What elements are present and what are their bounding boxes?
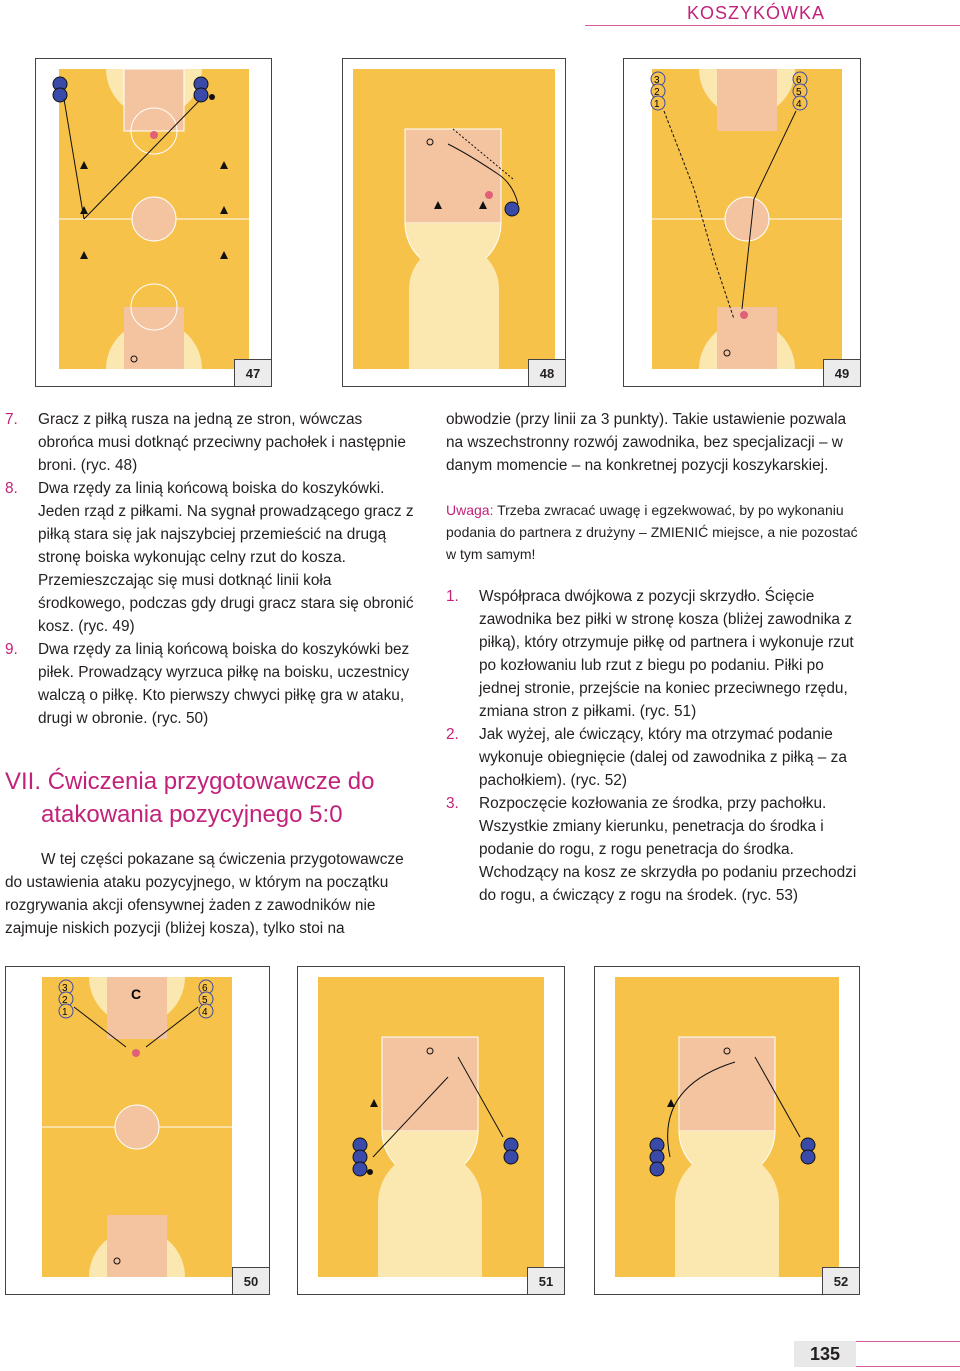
section-header: KOSZYKÓWKA <box>686 3 825 23</box>
item-number: 8. <box>5 480 18 497</box>
item-number: 7. <box>5 411 18 428</box>
court-diagram <box>624 59 860 386</box>
item-number: 9. <box>5 641 18 658</box>
item-text: Współpraca dwójkowa z pozycji skrzydło. Ścięcie zawodnika bez piłki w stronę kosza (bliżej zawodnika z piłką), który otrzymuje piłkę od partnera i wykonuje rzut po kozłowaniu lub rzut z biegu po podaniu. Piłki po jednej stronie, przejście na koniec przeciwnego rzędu, zmiana stron z piłkami. (ryc. 51) <box>479 588 854 720</box>
player-label-2: 2 <box>654 87 660 98</box>
player-label-2: 2 <box>62 995 68 1006</box>
page-number-rule <box>856 1341 960 1367</box>
figure-number: 52 <box>822 1267 859 1294</box>
left-column <box>5 408 419 730</box>
section-title-line1: Ćwiczenia przygotowawcze do <box>47 768 375 795</box>
figure-number: 48 <box>528 359 565 386</box>
item-text: Rozpoczęcie kozłowania ze środka, przy pachołku. Wszystkie zmiany kierunku, penetracja do środka i podanie do rogu, z rogu penetracja do środka. Wchodzący na kosz ze skrzydła po podaniu przechodzi do rogu, a ćwiczący z rogu na środek. (ryc. 53) <box>479 795 857 904</box>
court-diagram <box>595 967 859 1294</box>
note-block <box>446 499 860 565</box>
player-label-4: 4 <box>202 1007 208 1018</box>
list-item <box>446 792 860 907</box>
list-item <box>5 638 419 730</box>
item-text: Dwa rzędy za linią końcową boiska do koszykówki. Jeden rząd z piłkami. Na sygnał prowadzącego gracz z piłką stara się jak najszybciej przemieścić na drugą stronę boiska wykonując celny rzut do kosza. Przemieszczając się musi dotknąć linii koła środkowego, podczas gdy drugi gracz stara się obronić kosz. (ryc. 49) <box>38 480 414 635</box>
court-diagram <box>298 967 564 1294</box>
item-text: Gracz z piłką rusza na jedną ze stron, wówczas obrońca musi dotknąć przeciwny pachołek i następnie broni. (ryc. 48) <box>38 411 406 474</box>
figure-47 <box>35 58 272 387</box>
list-item <box>5 477 419 638</box>
player-label-1: 1 <box>62 1007 68 1018</box>
page-number: 135 <box>794 1341 856 1367</box>
figure-51 <box>297 966 565 1295</box>
list-item <box>446 585 860 723</box>
continuation-paragraph: obwodzie (przy linii za 3 punkty). Takie ustawienie pozwala na wszechstronny rozwój zawodnika, bez specjalizacji – w danym momencie – na konkretnej pozycji koszykarskiej. <box>446 411 847 474</box>
player-label-1: 1 <box>654 99 660 110</box>
figure-52 <box>594 966 860 1295</box>
coach-label: C <box>131 986 142 1002</box>
player-label-6: 6 <box>796 75 802 86</box>
court-diagram <box>343 59 565 386</box>
player-label-6: 6 <box>202 983 208 994</box>
list-item <box>446 723 860 792</box>
player-label-3: 3 <box>62 983 68 994</box>
figure-48 <box>342 58 566 387</box>
player-label-5: 5 <box>202 995 208 1006</box>
section-title-line2: atakowania pozycyjnego 5:0 <box>41 801 343 828</box>
intro-paragraph: W tej części pokazane są ćwiczenia przygotowawcze do ustawienia ataku pozycyjnego, w którym na początku rozgrywania akcji ofensywnej żaden z zawodników nie zajmuje niskich pozycji (bliżej kosza), tylko stoi na <box>5 851 404 937</box>
header-rule <box>585 25 960 26</box>
section-heading <box>5 765 375 831</box>
note-label: Uwaga: <box>446 502 494 518</box>
figure-50 <box>5 966 270 1295</box>
player-label-5: 5 <box>796 87 802 98</box>
item-text: Dwa rzędy za linią końcową boiska do koszykówki bez piłek. Prowadzący wyrzuca piłkę na boisku, uczestnicy walczą o piłkę. Kto pierwszy chwyci piłkę gra w ataku, drugi w obronie. (ryc. 50) <box>38 641 410 727</box>
item-number: 2. <box>446 726 459 743</box>
court-diagram <box>6 967 269 1294</box>
item-number: 3. <box>446 795 459 812</box>
list-item <box>5 408 419 477</box>
player-label-4: 4 <box>796 99 802 110</box>
figure-number: 50 <box>232 1267 269 1294</box>
figure-49 <box>623 58 861 387</box>
figure-number: 49 <box>823 359 860 386</box>
court-diagram <box>36 59 271 386</box>
section-number: VII. <box>5 768 42 795</box>
player-label-3: 3 <box>654 75 660 86</box>
item-text: Jak wyżej, ale ćwiczący, który ma otrzymać podanie wykonuje obiegnięcie (dalej od zawodnika z piłką – za pachołkiem). (ryc. 52) <box>479 726 847 789</box>
right-column <box>446 408 860 907</box>
figure-number: 51 <box>527 1267 564 1294</box>
item-number: 1. <box>446 588 459 605</box>
figure-number: 47 <box>234 359 271 386</box>
note-text: Trzeba zwracać uwagę i egzekwować, by po wykonaniu podania do partnera z drużyny – ZMIENIĆ miejsce, a nie pozostać w tym samym! <box>446 502 858 562</box>
